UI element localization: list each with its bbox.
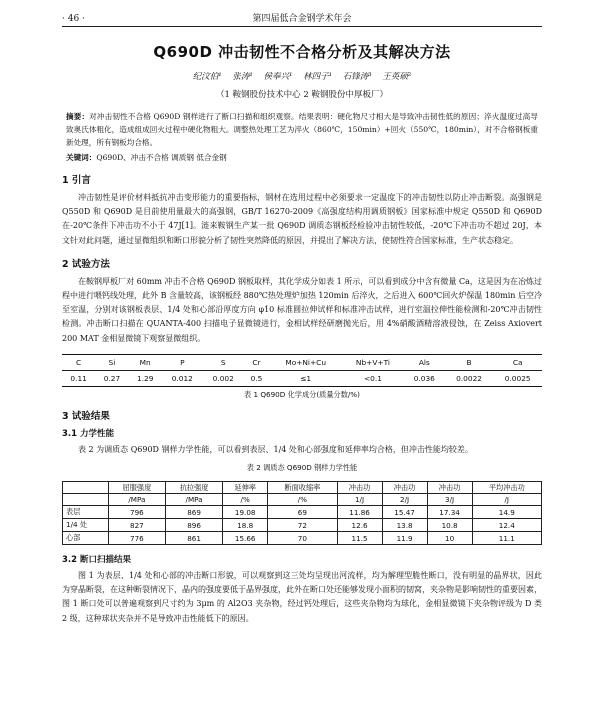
- mechanical-properties-table: [62, 481, 542, 545]
- table-header-cell: Ca: [493, 354, 542, 370]
- table-cell: 0.002: [203, 370, 244, 386]
- table-cell: <0.1: [342, 370, 404, 386]
- table-cell: 10: [427, 532, 472, 545]
- table-cell: 19.08: [223, 506, 268, 519]
- table-header-cell: 断面收缩率: [268, 482, 337, 494]
- section-heading-introduction: 1 引言: [62, 175, 91, 186]
- table-cell: 18.8: [223, 519, 268, 532]
- table-header-cell: 延伸率: [223, 482, 268, 494]
- table-header-cell: 3/J: [427, 494, 472, 506]
- table-cell: 869: [165, 506, 222, 519]
- table-header-cell: 冲击功: [337, 482, 382, 494]
- table-header-cell: 冲击功: [382, 482, 427, 494]
- table-header-cell: /J: [472, 494, 541, 506]
- author: 张涛¹: [232, 72, 253, 82]
- table-cell: 72: [268, 519, 337, 532]
- table-cell: 11.5: [337, 532, 382, 545]
- table-header-cell: C: [62, 354, 95, 370]
- table-cell: 0.012: [162, 370, 203, 386]
- keywords: [66, 151, 538, 164]
- author: 石锋涛³: [342, 72, 372, 82]
- table-row: [62, 370, 542, 386]
- author-list: [62, 70, 542, 82]
- table-row: [63, 506, 542, 519]
- abstract-label: 摘要：: [66, 112, 90, 121]
- running-head: [62, 4, 542, 27]
- table-cell: 12.4: [472, 519, 541, 532]
- table-header-row: [63, 494, 542, 506]
- table-cell: 12.6: [337, 519, 382, 532]
- abstract-text: 对冲击韧性不合格 Q690D 钢样进行了断口扫描和组织观察。结果表明：硬化物尺寸相大是导致冲击韧性低的原因；淬火温度过高导致奥氏体粗化，造成组成回火过程中硬化物粗大。调整热处理工艺为淬火（860℃，150min）+回火（550℃，180min），对不合格钢板重新处理，所有钢板均合格。: [66, 112, 538, 147]
- table-header-row: [63, 482, 542, 494]
- section-heading-results: 3 试验结果: [62, 410, 110, 422]
- table-cell: 896: [165, 519, 222, 532]
- affiliation: （1 鞍钢股份技术中心 2 鞍钢股份中厚板厂）: [216, 90, 388, 100]
- table-header-cell: P: [162, 354, 203, 370]
- mechanical-paragraph: 表 2 为调质态 Q690D 钢样力学性能，可以看到表层、1/4 处和心部强度和延伸率均合格，但冲击性能均较差。: [78, 444, 473, 454]
- table-cell: 69: [268, 506, 337, 519]
- keywords-label: 关键词：: [66, 153, 97, 162]
- table-cell: 0.0022: [445, 370, 494, 386]
- table-cell: 827: [108, 519, 165, 532]
- table-row: [63, 519, 542, 532]
- section-heading-methods: 2 试验方法: [62, 258, 110, 270]
- table-cell: 10.8: [427, 519, 472, 532]
- table-cell: 796: [108, 506, 165, 519]
- table-cell: 15.66: [223, 532, 268, 545]
- table-header-cell: /%: [268, 494, 337, 506]
- table2-caption: 表 2 调质态 Q690D 钢样力学性能: [246, 463, 358, 473]
- composition-table: [62, 354, 542, 387]
- table-header-cell: Cr: [244, 354, 270, 370]
- author: 王英硕²: [382, 72, 412, 82]
- table-cell: 776: [108, 532, 165, 545]
- table-cell: 1.29: [129, 370, 162, 386]
- table-cell: ≤1: [269, 370, 342, 386]
- table-cell: 0.036: [404, 370, 445, 386]
- table-cell: 70: [268, 532, 337, 545]
- table-row: [63, 532, 542, 545]
- author: 侯奉兴¹: [263, 72, 293, 82]
- table-cell: 14.9: [472, 506, 541, 519]
- table1-caption: 表 1 Q690D 化学成分(质量分数/%): [244, 389, 360, 399]
- page-number: · 46 ·: [62, 14, 85, 24]
- table-header-cell: [63, 482, 109, 494]
- table-header-cell: 冲击功: [427, 482, 472, 494]
- table-header-cell: /MPa: [165, 494, 222, 506]
- row-label: 表层: [63, 506, 109, 519]
- author: 纪汶伯¹: [192, 72, 222, 82]
- table-header-cell: Si: [95, 354, 128, 370]
- table-header-cell: [63, 494, 109, 506]
- table-header-cell: 1/J: [337, 494, 382, 506]
- table-cell: 11.1: [472, 532, 541, 545]
- row-label: 心部: [63, 532, 109, 545]
- table-header-cell: 平均冲击功: [472, 482, 541, 494]
- paper-page: [0, 4, 600, 716]
- table-cell: 861: [165, 532, 222, 545]
- table-cell: 0.11: [62, 370, 95, 386]
- table-cell: 15.47: [382, 506, 427, 519]
- subsection-heading-fracture: 3.2 断口扫描结果: [62, 555, 132, 566]
- table-cell: 13.8: [382, 519, 427, 532]
- table-header-cell: 2/J: [382, 494, 427, 506]
- table-header-cell: Mn: [129, 354, 162, 370]
- fracture-paragraph: 图 1 为表层、1/4 处和心部的冲击断口形貌，可以观察到这三处均呈现出河流样，均为解理型脆性断口，没有明显的晶界状，因此为穿晶断裂，在这种断裂情况下，晶内的强度要低于晶界强度，此外在断口处还能够发现小面积的韧窝，夹杂物是影响韧性的重要因素，图 1 断口处可以普遍观察到尺寸约为 3μm 的 Al2O3 夹杂物，经过钙处理后，这些夹杂物均为球化，金相显微镜下夹杂物评级为 D 类 2 级，这种球状夹杂并不是导致冲击性能低下的原因。: [62, 571, 542, 623]
- author: 林四子¹: [303, 72, 333, 82]
- table-header-cell: 抗拉强度: [165, 482, 222, 494]
- methods-paragraph: 在鞍钢厚板厂对 60mm 冲击不合格 Q690D 钢板取样，其化学成分如表 1 所示，可以看到成分中含有微量 Ca，这是因为在冶炼过程中进行喂钙线处理，此外 B 含量较高，该钢板经 880℃热处理炉加热 120min 后淬火，之后进入 600℃回火炉保温 180min 后空冷至室温，分别对该钢板表层、1/4 处和心部沿厚度方向 φ10 标准圆拉伸试样和标准冲击试样，进行室温拉伸性能检测和-20℃冲击韧性检测。冲击断口扫描在 QUANTA-400 扫描电子显微镜进行，金相试样经研磨抛光后，用 4%硝酸酒精溶液侵蚀，在 Zeiss Axiovert 200 MAT 金相显微镜下观察显微组织。: [62, 276, 542, 343]
- row-label: 1/4 处: [63, 519, 109, 532]
- conference-name: 第四届低合金钢学术年会: [252, 14, 352, 24]
- table-cell: 11.9: [382, 532, 427, 545]
- table-header-cell: S: [203, 354, 244, 370]
- table-header-cell: Als: [404, 354, 445, 370]
- table-cell: 11.86: [337, 506, 382, 519]
- table-cell: 0.0025: [493, 370, 542, 386]
- table-header-cell: 屈服强度: [108, 482, 165, 494]
- subsection-heading-mechanical: 3.1 力学性能: [62, 428, 115, 439]
- paper-title: Q690D 冲击韧性不合格分析及其解决方法: [153, 43, 451, 61]
- keywords-text: Q690D、冲击不合格 调质钢 低合金钢: [96, 153, 227, 162]
- table-header-cell: Nb+V+Ti: [342, 354, 404, 370]
- table-cell: 0.5: [244, 370, 270, 386]
- table-header-cell: /%: [223, 494, 268, 506]
- abstract: [66, 110, 538, 149]
- table-header-row: [62, 354, 542, 370]
- table-header-cell: /MPa: [108, 494, 165, 506]
- introduction-paragraph: 冲击韧性是评价材料抵抗冲击变形能力的重要指标，钢材在选用过程中必须要求一定温度下的冲击韧性以防止冲击断裂。高强钢是 Q550D 和 Q690D 是目前使用量最大的高强钢，GB/T 16270-2009《高强度结构用调质钢板》国家标准中规定 Q550D 和 Q690D 在-20℃条件下冲击功不小于 47J[1]。涟来鞍钢生产某一批 Q690D 调质态钢板经检验冲击韧性较低，-20℃下冲击功不超过 20J，本文针对此问题，通过显微组织和断口形貌分析了韧性突然降低的原因，并提出了解决方法，使韧性符合国家标准，生产状态稳定。: [62, 193, 542, 245]
- table-cell: 0.27: [95, 370, 128, 386]
- table-cell: 17.34: [427, 506, 472, 519]
- table-header-cell: B: [445, 354, 494, 370]
- table-header-cell: Mo+Ni+Cu: [269, 354, 342, 370]
